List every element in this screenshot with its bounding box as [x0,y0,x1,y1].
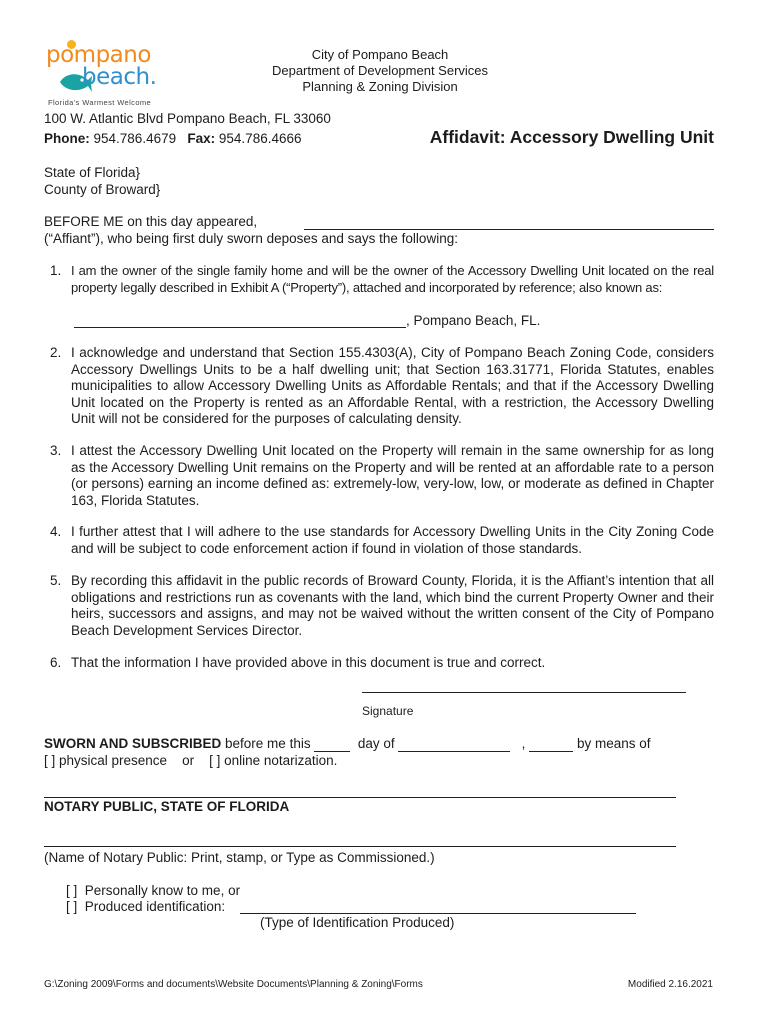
venue-state: State of Florida} [44,165,141,180]
logo-tagline: Florida's Warmest Welcome [48,98,152,107]
affiant-name-field[interactable] [304,213,714,230]
property-suffix: , Pompano Beach, FL. [406,313,541,328]
header-agency [210,47,550,95]
sworn-by-means: by means of [576,736,651,751]
sworn-before: before me this [225,736,311,751]
intro-before: BEFORE ME on this day appeared, [44,214,258,229]
list-item: 6. That the information I have provided above in this document is true and correct. [50,655,546,670]
signature-label: Signature [362,704,414,718]
sworn-block: SWORN AND SUBSCRIBED before me this day of , by means of [ ] physical presence or [ ] online notarization. [44,736,651,768]
header-contact [44,131,302,146]
document-title: Affidavit: Accessory Dwelling Unit [429,127,714,147]
footer-path: G:\Zoning 2009\Forms and documents\Website Documents\Planning & Zoning\Forms [44,979,423,990]
logo-word-pompano: pompano [46,42,151,68]
sworn-day-of: day of [357,736,395,751]
option-personally-known[interactable]: [ ] Personally know to me, or [66,883,241,898]
list-item: 3. I attest the Accessory Dwelling Unit located on the Property will remain in the same ownership for as long as the Accessory Dwelling Unit remains on the Property and will be rented at an affordable rate to a person (or persons) earning an income defined as: extremely-low, very-low, low, or moderate as defined in Chapter 163, Florida Statutes. [50,443,714,508]
header-address: 100 W. Atlantic Blvd Pompano Beach, FL 33060 [44,111,331,126]
fax-number: 954.786.4666 [218,131,302,146]
sworn-heading: SWORN AND SUBSCRIBED [44,736,222,751]
notarization-method[interactable]: [ ] physical presence or [ ] online notarization. [44,753,338,768]
header-division: Planning & Zoning Division [302,79,458,94]
notary-title: NOTARY PUBLIC, STATE OF FLORIDA [44,799,290,814]
phone-number: 954.786.4679 [93,131,177,146]
property-address-field[interactable] [74,327,406,328]
fax-label: Fax: [187,131,216,146]
notary-signature-field[interactable] [44,797,676,798]
list-item: 5. By recording this affidavit in the public records of Broward County, Florida, it is the Affiant’s intention that all obligations and restrictions run as covenants with the land, which bind the current Property Owner and their heirs, successors and assigns, and may not be waived without the written consent of the City of Pompano Beach Development Services Director. [50,573,714,638]
month-field[interactable] [398,751,510,752]
list-item: 1. I am the owner of the single family home and will be the owner of the Accessory Dwelling Unit located on the real property legally described in Exhibit A (“Property”), attached and incorporated by reference; also known as: [50,263,714,295]
city-logo [44,40,174,112]
intro [44,213,714,247]
phone-label: Phone: [44,131,90,146]
intro-line2: (“Affiant”), who being first duly sworn deposes and says the following: [44,231,458,246]
footer-modified: Modified 2.16.2021 [627,979,713,990]
identification-label: (Type of Identification Produced) [260,915,455,930]
venue-county: County of Broward} [44,182,161,197]
logo-word-beach: beach. [82,64,157,90]
notary-name-label: (Name of Notary Public: Print, stamp, or Type as Commissioned.) [44,850,435,865]
signature-field[interactable] [362,692,686,693]
list-item: 2. I acknowledge and understand that Section 155.4303(A), City of Pompano Beach Zoning Code, considers Accessory Dwellings Units to be a half dwelling unit; that Section 163.31771, Florida Statutes, enables municipalities to allow Accessory Dwelling Units as Affordable Rentals; and that if the Accessory Dwelling Unit located on the Property is rented as an Affordable Rental, with a restriction, the Accessory Dwelling Unit will not be considered for the purposes of calculating density. [50,345,714,426]
option-produced-id[interactable]: [ ] Produced identification: [66,899,226,914]
year-field[interactable] [529,751,573,752]
notary-name-field[interactable] [44,846,676,847]
header-department: Department of Development Services [271,63,489,78]
list-item: 4. I further attest that I will adhere to the use standards for Accessory Dwelling Units in the City Zoning Code and will be subject to code enforcement action if found in violation of those standards. [50,524,714,556]
identification-field[interactable] [240,913,636,914]
header-city: City of Pompano Beach [311,47,449,62]
property-address-line [74,313,540,328]
venue [44,164,160,198]
